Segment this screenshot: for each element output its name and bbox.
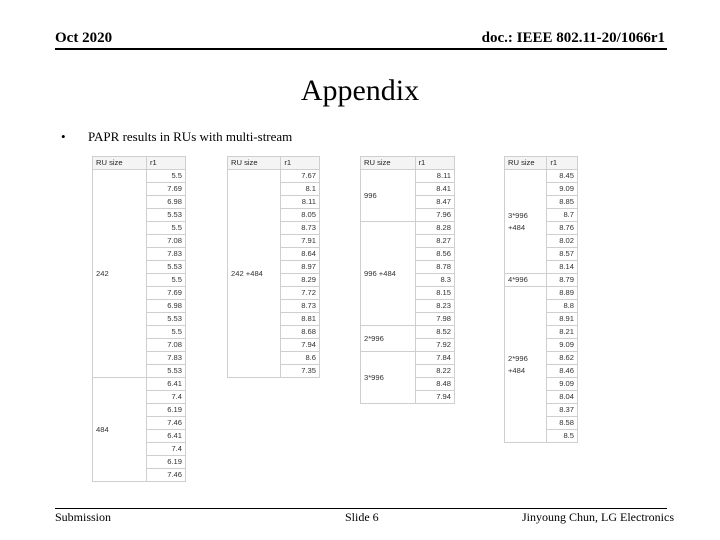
r1-value-cell: 8.76 — [547, 222, 578, 235]
ru-size-cell: 4*996 — [505, 274, 547, 287]
r1-value-cell: 8.6 — [281, 352, 320, 365]
papr-table-2 — [227, 156, 320, 378]
column-header-ru-size: RU size — [93, 157, 147, 170]
r1-value-cell: 8.81 — [281, 313, 320, 326]
ru-size-cell: 484 — [93, 378, 147, 482]
header-rule — [55, 48, 667, 50]
ru-size-cell: 2*996 +484 — [505, 287, 547, 443]
r1-value-cell: 8.22 — [415, 365, 454, 378]
r1-value-cell: 7.72 — [281, 287, 320, 300]
r1-value-cell: 6.19 — [146, 404, 185, 417]
bullet-text: PAPR results in RUs with multi-stream — [88, 129, 293, 144]
r1-value-cell: 8.29 — [281, 274, 320, 287]
r1-value-cell: 8.28 — [415, 222, 454, 235]
bullet-marker: • — [61, 129, 66, 144]
table-row — [93, 378, 186, 391]
r1-value-cell: 7.92 — [415, 339, 454, 352]
r1-value-cell: 6.98 — [146, 300, 185, 313]
table-header-row — [361, 157, 455, 170]
r1-value-cell: 5.53 — [146, 209, 185, 222]
r1-value-cell: 8.7 — [547, 209, 578, 222]
r1-value-cell: 7.4 — [146, 443, 185, 456]
r1-value-cell: 8.78 — [415, 261, 454, 274]
table-header-row — [228, 157, 320, 170]
r1-value-cell: 7.69 — [146, 183, 185, 196]
ru-size-cell: 242 +484 — [228, 170, 281, 378]
r1-value-cell: 5.53 — [146, 365, 185, 378]
r1-value-cell: 8.15 — [415, 287, 454, 300]
header-doc-id: doc.: IEEE 802.11-20/1066r1 — [481, 30, 665, 46]
r1-value-cell: 8.89 — [547, 287, 578, 300]
r1-value-cell: 8.11 — [281, 196, 320, 209]
r1-value-cell: 7.35 — [281, 365, 320, 378]
r1-value-cell: 6.98 — [146, 196, 185, 209]
r1-value-cell: 8.37 — [547, 404, 578, 417]
r1-value-cell: 7.83 — [146, 352, 185, 365]
column-header-ru-size: RU size — [505, 157, 547, 170]
table-row — [361, 222, 455, 235]
table-header-row — [505, 157, 578, 170]
r1-value-cell: 8.46 — [547, 365, 578, 378]
r1-value-cell: 7.46 — [146, 469, 185, 482]
r1-value-cell: 6.41 — [146, 430, 185, 443]
table-row — [361, 326, 455, 339]
column-header-r1: r1 — [547, 157, 578, 170]
r1-value-cell: 7.69 — [146, 287, 185, 300]
r1-value-cell: 8.57 — [547, 248, 578, 261]
r1-value-cell: 8.91 — [547, 313, 578, 326]
r1-value-cell: 7.94 — [281, 339, 320, 352]
header-date: Oct 2020 — [55, 30, 113, 46]
footer-author: Jinyoung Chun, LG Electronics — [522, 510, 674, 524]
r1-value-cell: 7.94 — [415, 391, 454, 404]
r1-value-cell: 8.73 — [281, 300, 320, 313]
ru-size-cell: 242 — [93, 170, 147, 378]
r1-value-cell: 9.09 — [547, 378, 578, 391]
papr-table-4 — [504, 156, 578, 443]
table-header-row — [93, 157, 186, 170]
r1-value-cell: 7.96 — [415, 209, 454, 222]
r1-value-cell: 7.83 — [146, 248, 185, 261]
r1-value-cell: 8.79 — [547, 274, 578, 287]
r1-value-cell: 8.05 — [281, 209, 320, 222]
r1-value-cell: 8.97 — [281, 261, 320, 274]
footer-slide-number: Slide 6 — [345, 510, 379, 524]
r1-value-cell: 8.73 — [281, 222, 320, 235]
footer-submission: Submission — [55, 510, 112, 524]
r1-value-cell: 8.02 — [547, 235, 578, 248]
column-header-r1: r1 — [415, 157, 454, 170]
r1-value-cell: 5.5 — [146, 274, 185, 287]
table-row — [361, 170, 455, 183]
column-header-ru-size: RU size — [228, 157, 281, 170]
r1-value-cell: 8.48 — [415, 378, 454, 391]
r1-value-cell: 8.8 — [547, 300, 578, 313]
r1-value-cell: 7.91 — [281, 235, 320, 248]
r1-value-cell: 8.3 — [415, 274, 454, 287]
r1-value-cell: 8.62 — [547, 352, 578, 365]
r1-value-cell: 8.41 — [415, 183, 454, 196]
r1-value-cell: 8.68 — [281, 326, 320, 339]
r1-value-cell: 5.53 — [146, 313, 185, 326]
table-row — [93, 170, 186, 183]
r1-value-cell: 7.4 — [146, 391, 185, 404]
ru-size-cell: 996 +484 — [361, 222, 416, 326]
column-header-ru-size: RU size — [361, 157, 416, 170]
r1-value-cell: 7.98 — [415, 313, 454, 326]
table-row — [228, 170, 320, 183]
r1-value-cell: 8.64 — [281, 248, 320, 261]
r1-value-cell: 8.11 — [415, 170, 454, 183]
r1-value-cell: 8.21 — [547, 326, 578, 339]
r1-value-cell: 8.56 — [415, 248, 454, 261]
r1-value-cell: 7.67 — [281, 170, 320, 183]
r1-value-cell: 8.14 — [547, 261, 578, 274]
r1-value-cell: 8.85 — [547, 196, 578, 209]
ru-size-cell: 996 — [361, 170, 416, 222]
r1-value-cell: 5.53 — [146, 261, 185, 274]
r1-value-cell: 9.09 — [547, 339, 578, 352]
papr-table-3 — [360, 156, 455, 404]
ru-size-cell: 3*996 — [361, 352, 416, 404]
table-row — [361, 352, 455, 365]
r1-value-cell: 8.23 — [415, 300, 454, 313]
table-row — [505, 287, 578, 300]
r1-value-cell: 5.5 — [146, 170, 185, 183]
footer-rule — [55, 508, 667, 509]
r1-value-cell: 8.45 — [547, 170, 578, 183]
table-row — [505, 274, 578, 287]
r1-value-cell: 8.47 — [415, 196, 454, 209]
ru-size-cell: 3*996 +484 — [505, 170, 547, 274]
r1-value-cell: 7.84 — [415, 352, 454, 365]
r1-value-cell: 8.5 — [547, 430, 578, 443]
r1-value-cell: 8.1 — [281, 183, 320, 196]
papr-table-1 — [92, 156, 186, 482]
slide-title: Appendix — [300, 74, 420, 107]
r1-value-cell: 6.41 — [146, 378, 185, 391]
r1-value-cell: 5.5 — [146, 326, 185, 339]
table-row — [505, 170, 578, 183]
r1-value-cell: 9.09 — [547, 183, 578, 196]
r1-value-cell: 8.27 — [415, 235, 454, 248]
column-header-r1: r1 — [146, 157, 185, 170]
ru-size-cell: 2*996 — [361, 326, 416, 352]
r1-value-cell: 7.08 — [146, 235, 185, 248]
r1-value-cell: 5.5 — [146, 222, 185, 235]
column-header-r1: r1 — [281, 157, 320, 170]
r1-value-cell: 8.58 — [547, 417, 578, 430]
r1-value-cell: 8.04 — [547, 391, 578, 404]
r1-value-cell: 7.08 — [146, 339, 185, 352]
r1-value-cell: 8.52 — [415, 326, 454, 339]
r1-value-cell: 7.46 — [146, 417, 185, 430]
r1-value-cell: 6.19 — [146, 456, 185, 469]
